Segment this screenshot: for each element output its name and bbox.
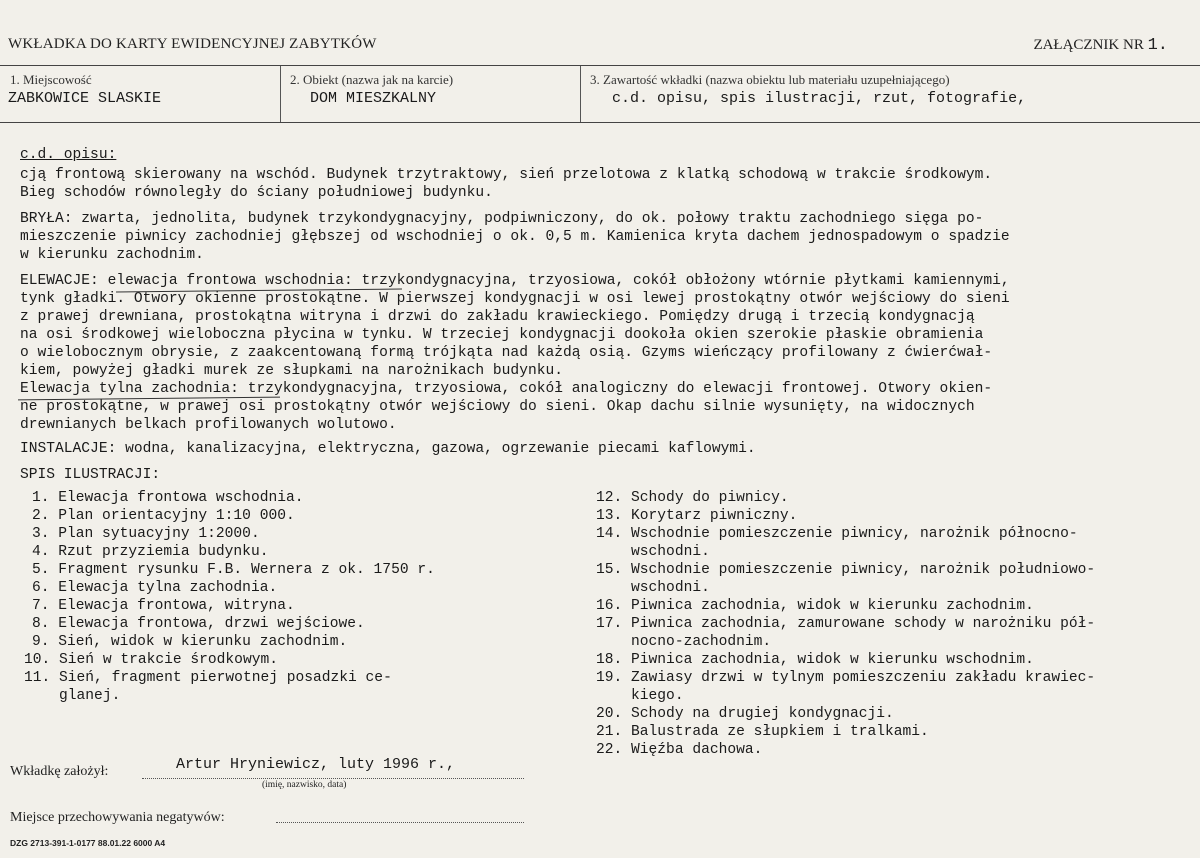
list-item: 9. Sień, widok w kierunku zachodnim. xyxy=(32,634,348,650)
list-item: 22. Więźba dachowa. xyxy=(596,742,763,758)
body-heading: c.d. opisu: xyxy=(20,147,117,163)
body-line: tynk gładki. Otwory okienne prostokątne. W pierwszej kondygnacji w osi lewej prostokątny otwór wejściowy do sieni xyxy=(20,291,1010,307)
list-item: glanej. xyxy=(24,688,121,704)
form-title: WKŁADKA DO KARTY EWIDENCYJNEJ ZABYTKÓW xyxy=(8,36,377,52)
list-item: 19. Zawiasy drzwi w tylnym pomieszczeniu zakładu krawiec- xyxy=(596,670,1096,686)
body-line: ne prostokątne, w prawej osi prostokątny otwór wejściowy do sieni. Okap dachu silnie wysunięty, na widocznych xyxy=(20,399,975,415)
founder-dotted-line xyxy=(142,778,524,779)
founder-hint: (imię, nazwisko, data) xyxy=(262,780,347,790)
body-line: Elewacja tylna zachodnia: trzykondygnacyjna, trzyosiowa, cokół analogiczny do elewacji frontowej. Otwory okien- xyxy=(20,381,993,397)
body-line: o wielobocznym obrysie, z zaakcentowaną formą trójkąta nad każdą osią. Gzyms wieńczący profilowany z ćwierćwał- xyxy=(20,345,993,361)
storage-dotted-line xyxy=(276,822,524,823)
body-line: cją frontową skierowany na wschód. Budynek trzytraktowy, sień przelotowa z klatką schodową w trakcie środkowym. xyxy=(20,167,993,183)
list-item: 2. Plan orientacyjny 1:10 000. xyxy=(32,508,295,524)
annex-label: ZAŁĄCZNIK NR xyxy=(1033,37,1144,53)
annex-label-group xyxy=(1033,36,1168,55)
field-object-label: 2. Obiekt (nazwa jak na karcie) xyxy=(290,72,454,87)
print-code: DZG 2713-391-1-0177 88.01.22 6000 A4 xyxy=(10,838,166,848)
list-item: 6. Elewacja tylna zachodnia. xyxy=(32,580,278,596)
list-item: wschodni. xyxy=(596,544,710,560)
list-item: 4. Rzut przyziemia budynku. xyxy=(32,544,269,560)
field-divider-2 xyxy=(580,66,581,122)
field-location-value: ZABKOWICE SLASKIE xyxy=(8,90,162,107)
list-item: kiego. xyxy=(596,688,684,704)
body-line: ELEWACJE: elewacja frontowa wschodnia: trzykondygnacyjna, trzyosiowa, cokół obłożony wtórnie płytkami kamiennymi, xyxy=(20,273,1010,289)
body-line: na osi środkowej wieloboczna płycina w tynku. W trzeciej kondygnacji dookoła okien szerokie płaskie obramienia xyxy=(20,327,984,343)
list-item: 1. Elewacja frontowa wschodnia. xyxy=(32,490,304,506)
list-item: 16. Piwnica zachodnia, widok w kierunku zachodnim. xyxy=(596,598,1034,614)
list-item: 17. Piwnica zachodnia, zamurowane schody w narożniku pół- xyxy=(596,616,1096,632)
list-item: nocno-zachodnim. xyxy=(596,634,772,650)
field-location-label: 1. Miejscowość xyxy=(10,72,92,87)
header-rule-top xyxy=(0,65,1200,66)
list-item: 14. Wschodnie pomieszczenie piwnicy, narożnik północno- xyxy=(596,526,1078,542)
body-line: mieszczenie piwnicy zachodniej głębszej od wschodniej o ok. 0,5 m. Kamienica kryta dachem jednospadowym o spadzie xyxy=(20,229,1010,245)
founder-label: Wkładkę założył: xyxy=(10,764,109,779)
list-item: 10. Sień w trakcie środkowym. xyxy=(24,652,278,668)
body-line: kiem, powyżej gładki murek ze słupkami na narożnikach budynku. xyxy=(20,363,563,379)
section-heading: SPIS ILUSTRACJI: xyxy=(20,467,161,483)
body-line: Bieg schodów równoległy do ściany południowej budynku. xyxy=(20,185,493,201)
field-divider-1 xyxy=(280,66,281,122)
list-item: 20. Schody na drugiej kondygnacji. xyxy=(596,706,894,722)
annex-number: 1. xyxy=(1147,36,1168,55)
list-item: 15. Wschodnie pomieszczenie piwnicy, narożnik południowo- xyxy=(596,562,1096,578)
field-object-value: DOM MIESZKALNY xyxy=(310,90,437,107)
list-item: 8. Elewacja frontowa, drzwi wejściowe. xyxy=(32,616,365,632)
list-item: 11. Sień, fragment pierwotnej posadzki ce- xyxy=(24,670,392,686)
list-item: 5. Fragment rysunku F.B. Wernera z ok. 1750 r. xyxy=(32,562,435,578)
storage-label: Miejsce przechowywania negatywów: xyxy=(10,810,225,825)
list-item: 12. Schody do piwnicy. xyxy=(596,490,789,506)
list-item: 21. Balustrada ze słupkiem i tralkami. xyxy=(596,724,929,740)
header-rule-bottom xyxy=(0,122,1200,123)
list-item: 18. Piwnica zachodnia, widok w kierunku wschodnim. xyxy=(596,652,1034,668)
list-item: 3. Plan sytuacyjny 1:2000. xyxy=(32,526,260,542)
body-line: INSTALACJE: wodna, kanalizacyjna, elektryczna, gazowa, ogrzewanie piecami kaflowymi. xyxy=(20,441,756,457)
body-line: BRYŁA: zwarta, jednolita, budynek trzykondygnacyjny, podpiwniczony, do ok. połowy traktu zachodniego sięga po- xyxy=(20,211,984,227)
field-contents-label: 3. Zawartość wkładki (nazwa obiektu lub materiału uzupełniającego) xyxy=(590,72,950,87)
field-contents-value: c.d. opisu, spis ilustracji, rzut, fotografie, xyxy=(612,90,1027,107)
list-item: 7. Elewacja frontowa, witryna. xyxy=(32,598,295,614)
founder-value: Artur Hryniewicz, luty 1996 r., xyxy=(176,756,456,773)
list-item: 13. Korytarz piwniczny. xyxy=(596,508,798,524)
list-item: wschodni. xyxy=(596,580,710,596)
body-line: w kierunku zachodnim. xyxy=(20,247,204,263)
body-line: z prawej drewniana, prostokątna witryna i drzwi do zakładu krawieckiego. Pomiędzy drugą i trzecią kondygnacją xyxy=(20,309,975,325)
body-line: drewnianych belkach profilowanych wolutowo. xyxy=(20,417,397,433)
